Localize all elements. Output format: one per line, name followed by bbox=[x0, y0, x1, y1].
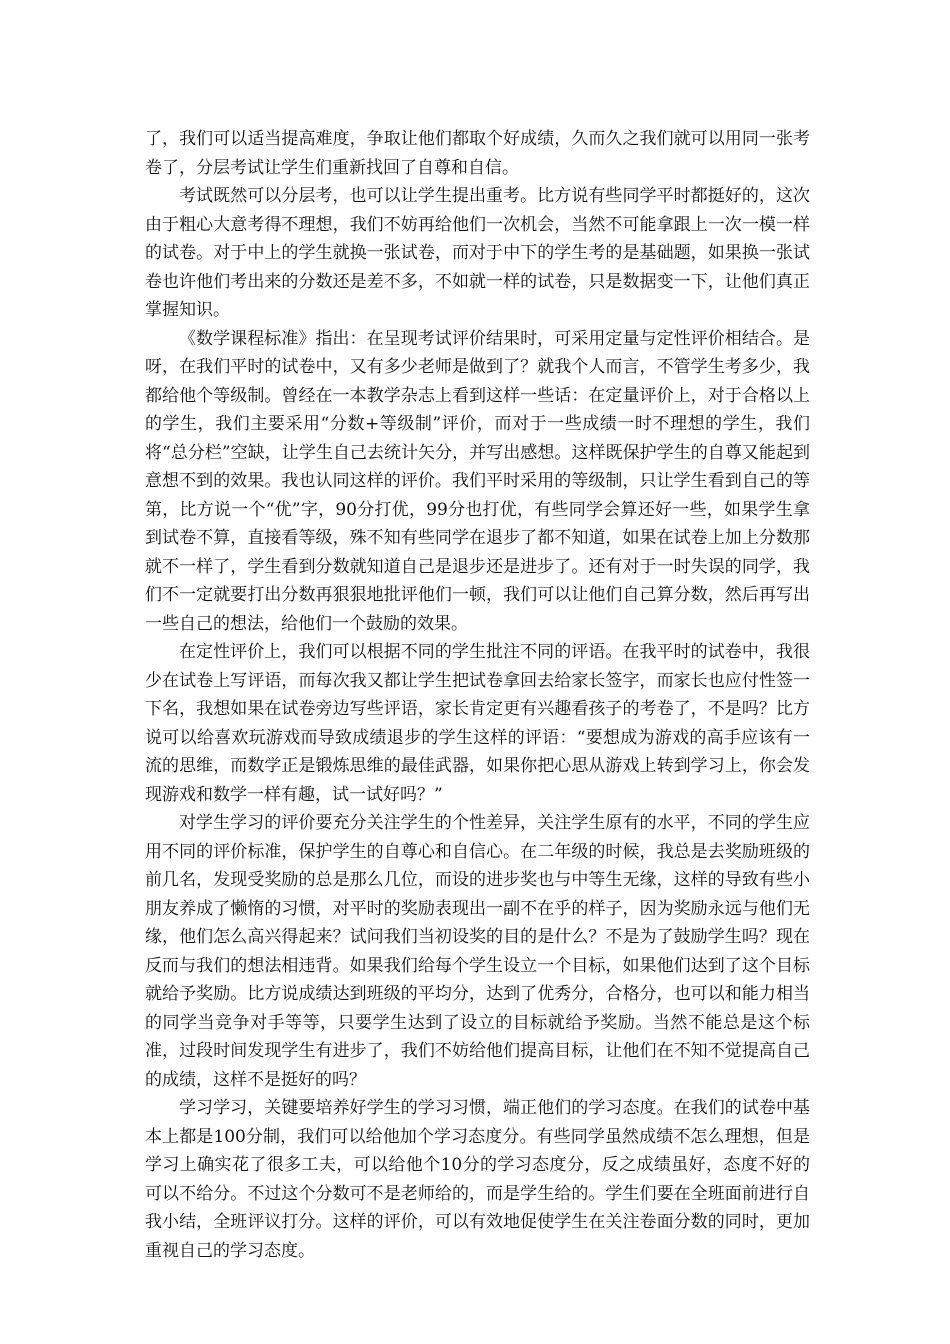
paragraph-qualitative-evaluation: 在定性评价上，我们可以根据不同的学生批注不同的评语。在我平时的试卷中，我很少在试卷上写评语，而每次我又都让学生把试卷拿回去给家长签字，而家长也应付性签一下名，我想如果在试卷旁边写些评语，家长肯定更有兴趣看孩子的考卷了，不是吗？比方说可以给喜欢玩游戏而导致成绩退步的学生这样的评语：“要想成为游戏的高手应该有一流的思维，而数学正是锻炼思维的最佳武器，如果你把心思从游戏上转到学习上，你会发现游戏和数学一样有趣，试一试好吗？” bbox=[145, 642, 810, 805]
document-body bbox=[145, 125, 810, 1265]
paragraph-retake-exam: 考试既然可以分层考，也可以让学生提出重考。比方说有些同学平时都挺好的，这次由于粗心大意考得不理想，我们不妨再给他们一次机会，当然不可能拿跟上一次一模一样的试卷。对于中上的学生就换一张试卷，而对于中下的学生考的是基础题，如果换一张试卷也许他们考出来的分数还是差不多，不如就一样的试卷，只是数据变一下，让他们真正掌握知识。 bbox=[145, 186, 810, 320]
paragraph-continuation: 了，我们可以适当提高难度，争取让他们都取个好成绩，久而久之我们就可以用同一张考卷了，分层考试让学生们重新找回了自尊和自信。 bbox=[145, 129, 810, 178]
paragraph-individual-differences: 对学生学习的评价要充分关注学生的个性差异，关注学生原有的水平，不同的学生应用不同的评价标准，保护学生的自尊心和自信心。在二年级的时候，我总是去奖励班级的前几名，发现受奖励的总是那么几位，而设的进步奖也与中等生无缘，这样的导致有些小朋友养成了懒惰的习惯，对平时的奖励表现出一副不在乎的样子，因为奖励永远与他们无缘，他们怎么高兴得起来？试问我们当初设奖的目的是什么？不是为了鼓励学生吗？现在反而与我们的想法相违背。如果我们给每个学生设立一个目标，如果他们达到了这个目标就给予奖励。比方说成绩达到班级的平均分，达到了优秀分，合格分，也可以和能力相当的同学当竞争对手等等，只要学生达到了设立的目标就给予奖励。当然不能总是这个标准，过段时间发现学生有进步了，我们不妨给他们提高目标，让他们在不知不觉提高自己的成绩，这样不是挺好的吗？ bbox=[145, 813, 810, 1090]
paragraph-learning-attitude: 学习学习，关键要培养好学生的学习习惯，端正他们的学习态度。在我们的试卷中基本上都是100分制，我们可以给他加个学习态度分。有些同学虽然成绩不怎么理想，但是学习上确实花了很多工夫，可以给他个10分的学习态度分，反之成绩虽好，态度不好的可以不给分。不过这个分数可不是老师给的，而是学生给的。学生们要在全班面前进行自我小结，全班评议打分。这样的评价，可以有效地促使学生在关注卷面分数的同时，更加重视自己的学习态度。 bbox=[145, 1098, 810, 1261]
paragraph-quantitative-evaluation: 《数学课程标准》指出：在呈现考试评价结果时，可采用定量与定性评价相结合。是呀，在我们平时的试卷中，又有多少老师是做到了？就我个人而言，不管学生考多少，我都给他个等级制。曾经在一本教学杂志上看到这样一些话：在定量评价上，对于合格以上的学生，我们主要采用“分数+等级制”评价，而对于一些成绩一时不理想的学生，我们将“总分栏”空缺，让学生自己去统计矢分，并写出感想。这样既保护学生的自尊又能起到意想不到的效果。我也认同这样的评价。我们平时采用的等级制，只让学生看到自己的等第，比方说一个“优”字，90分打优，99分也打优，有些同学会算还好一些，如果学生拿到试卷不算，直接看等级，殊不知有些同学在退步了都不知道，如果在试卷上加上分数那就不一样了，学生看到分数就知道自己是退步还是进步了。还有对于一时失误的同学，我们不一定就要打出分数再狠狠地批评他们一顿，我们可以让他们自己算分数，然后再写出一些自己的想法，给他们一个鼓励的效果。 bbox=[145, 328, 810, 634]
